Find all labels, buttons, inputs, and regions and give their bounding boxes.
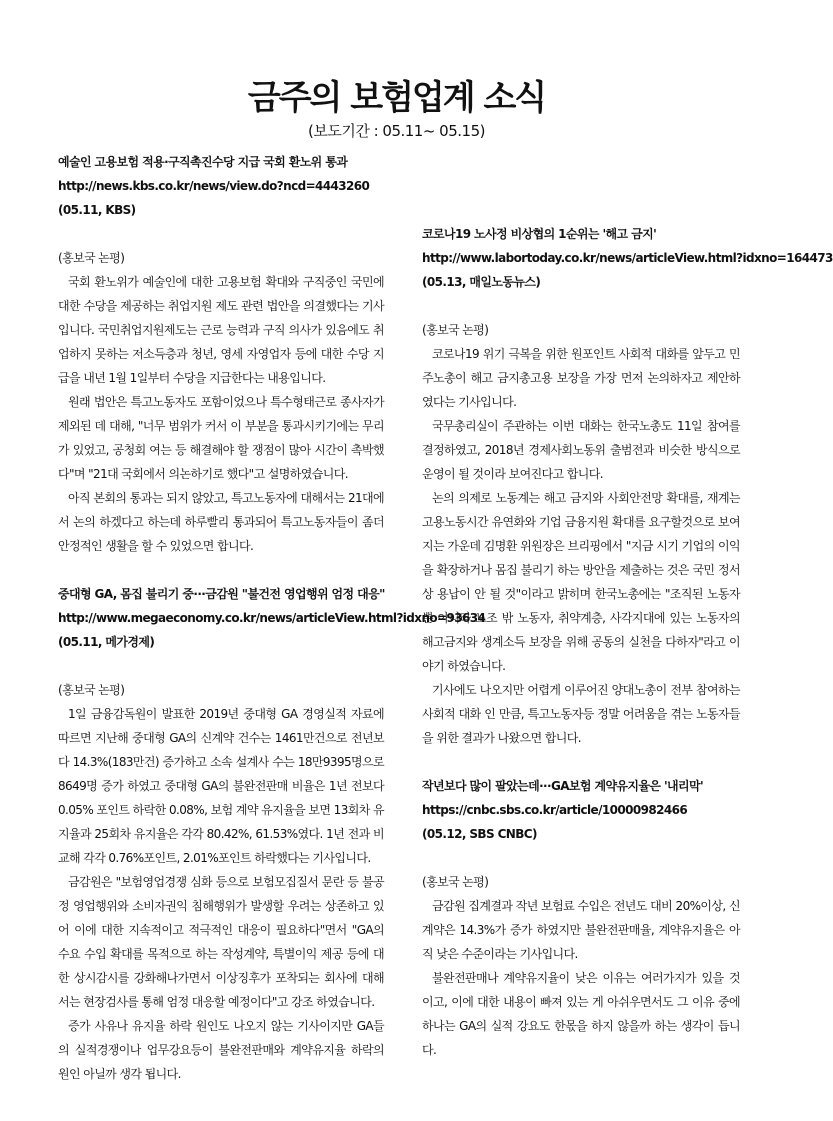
article-link[interactable]: http://www.megaeconomy.co.kr/news/articleView.html?idxno=93634 — [58, 611, 486, 625]
article-4 — [422, 774, 740, 1062]
article-source: (05.11, 메가경제) — [58, 635, 155, 649]
article-source: (05.13, 매일노동뉴스) — [422, 275, 541, 289]
commentary-paragraph: 금감원 집계결과 작년 보험료 수입은 전년도 대비 20%이상, 신계약은 14.3%가 증가 하였지만 불완전판매율, 계약유지율은 아직 낮은 수준이라는 기사입니다. — [422, 899, 740, 961]
commentary-label: (홍보국 논평) — [422, 875, 489, 889]
commentary-paragraph: 1일 금융감독원이 발표한 2019년 중대형 GA 경영실적 자료에 따르면 지난해 중대형 GA의 신계약 건수는 1461만건으로 전년보다 14.3%(183만건) 증가하고 소속 설계사 수는 18만9395명으로 8649명 증가 하였고 중대형 GA의 불완전판매 비율은 1년 전보다 0.05% 포인트 하락한 0.08%, 보험 계약 유지율을 보면 13회차 유지율과 25회차 유지율은 각각 80.42%, 61.53%였다. 1년 전과 비교해 각각 0.76%포인트, 2.01%포인트 하락했다는 기사입니다. — [58, 707, 384, 865]
article-source: (05.12, SBS CNBC) — [422, 827, 537, 841]
commentary-label: (홍보국 논평) — [422, 323, 489, 337]
commentary-paragraph: 아직 본회의 통과는 되지 않았고, 특고노동자에 대해서는 21대에서 논의 하겠다고 하는데 하루빨리 통과되어 특고노동자들이 좀더 안정적인 생활을 할 수 있었으면 합니다. — [58, 491, 384, 553]
article-headline: 중대형 GA, 몸집 불리기 중···금감원 "불건전 영업행위 엄정 대응" — [58, 587, 385, 601]
right-column — [422, 150, 833, 1062]
commentary-paragraph: 국무총리실이 주관하는 이번 대화는 한국노총도 11일 참여를 결정하였고, 2018년 경제사회노동위 출범전과 비슷한 방식으로 운영이 될 것이라 보여진다고 합니다. — [422, 419, 740, 481]
commentary-paragraph-continued: 증가 사유나 유지율 하락 원인도 나오지 않는 기사이지만 GA들의 실적경쟁이나 업무강요등이 불완전판매와 계약유지율 하락의 원인 아닐까 생각 됩니다. — [58, 1019, 384, 1081]
report-period: (보도기간 : 05.11~ 05.15) — [308, 122, 485, 140]
article-source: (05.11, KBS) — [58, 203, 136, 217]
commentary-paragraph: 논의 의제로 노동계는 해고 금지와 사회안전망 확대를, 재계는 고용노동시간 유연화와 기업 금융지원 확대를 요구할것으로 보여지는 가운데 김명환 위원장은 브리핑에서 "지금 시기 기업의 이익을 확장하거나 몸집 불리기 하는 방안을 제출하는 것은 국민 정서상 용납이 안 될 것"이라고 밝히며 한국노총에는 "조직된 노동자뿐 아니라 노조 밖 노동자, 취약계층, 사각지대에 있는 노동자의 해고금지와 생계소득 보장을 위해 공동의 실천을 다하자"라고 이야기 하였습니다. — [422, 491, 740, 673]
article-3 — [422, 222, 833, 750]
article-link[interactable]: http://news.kbs.co.kr/news/view.do?ncd=4443260 — [58, 179, 370, 193]
page-title: 금주의 보험업계 소식 — [247, 78, 546, 118]
commentary-label: (홍보국 논평) — [58, 251, 125, 265]
commentary-paragraph: 코로나19 위기 극복을 위한 원포인트 사회적 대화를 앞두고 민주노총이 해고 금지총고용 보장을 가장 먼저 논의하자고 제안하였다는 기사입니다. — [422, 347, 740, 409]
commentary-label: (홍보국 논평) — [58, 683, 125, 697]
article-headline: 예술인 고용보험 적용·구직촉진수당 지급 국회 환노위 통과 — [58, 155, 348, 169]
commentary-paragraph: 국회 환노위가 예술인에 대한 고용보험 확대와 구직중인 국민에 대한 수당을 제공하는 취업지원 제도 관련 법안을 의결했다는 기사입니다. 국민취업지원제도는 근로 능력과 구직 의사가 있음에도 취업하지 못하는 저소득층과 청년, 영세 자영업자 등에 대한 수당 지급을 내년 1월 1일부터 수당을 지급한다는 내용입니다. — [58, 275, 384, 385]
article-headline: 작년보다 많이 팔았는데···GA보험 계약유지율은 '내리막' — [422, 779, 704, 793]
commentary-paragraph: 원래 법안은 특고노동자도 포함이었으나 특수형태근로 종사자가 제외된 데 대해, "너무 범위가 커서 이 부분을 통과시키기에는 무리가 있었고, 공청회 여는 등 해결해야 할 쟁점이 많아 시간이 촉박했다"며 "21대 국회에서 의논하기로 했다"고 설명하였습니다. — [58, 395, 384, 481]
commentary-paragraph: 금감원은 "보험영업경쟁 심화 등으로 보험모집질서 문란 등 불공정 영업행위와 소비자권익 침해행위가 발생할 우려는 상존하고 있어 이에 대한 지속적이고 적극적인 대응이 필요하다"면서 "GA의 수요 수입 확대를 목적으로 하는 작성계약, 특별이익 제공 등에 대한 상시감시를 강화해나가면서 이상징후가 포착되는 회사에 대해서는 현장검사를 통해 엄정 대응할 예정이다"고 강조 하였습니다. — [58, 875, 384, 1009]
commentary-paragraph: 기사에도 나오지만 어렵게 이루어진 양대노총이 전부 참여하는 사회적 대화 인 만큼, 특고노동자등 정말 어려움을 겪는 노동자들을 위한 결과가 나왔으면 합니다. — [422, 683, 740, 745]
article-link[interactable]: http://www.labortoday.co.kr/news/articleView.html?idxno=164473 — [422, 251, 833, 265]
commentary-paragraph: 불완전판매나 계약유지율이 낮은 이유는 여러가지가 있을 것 이고, 이에 대한 내용이 빠져 있는 게 아쉬우면서도 그 이유 중에 하나는 GA의 실적 강요도 한몫을 하지 않을까 하는 생각이 듭니다. — [422, 971, 740, 1057]
article-headline: 코로나19 노사정 비상협의 1순위는 '해고 금지' — [422, 227, 657, 241]
article-link[interactable]: https://cnbc.sbs.co.kr/article/10000982466 — [422, 803, 688, 817]
article-1 — [58, 150, 384, 558]
